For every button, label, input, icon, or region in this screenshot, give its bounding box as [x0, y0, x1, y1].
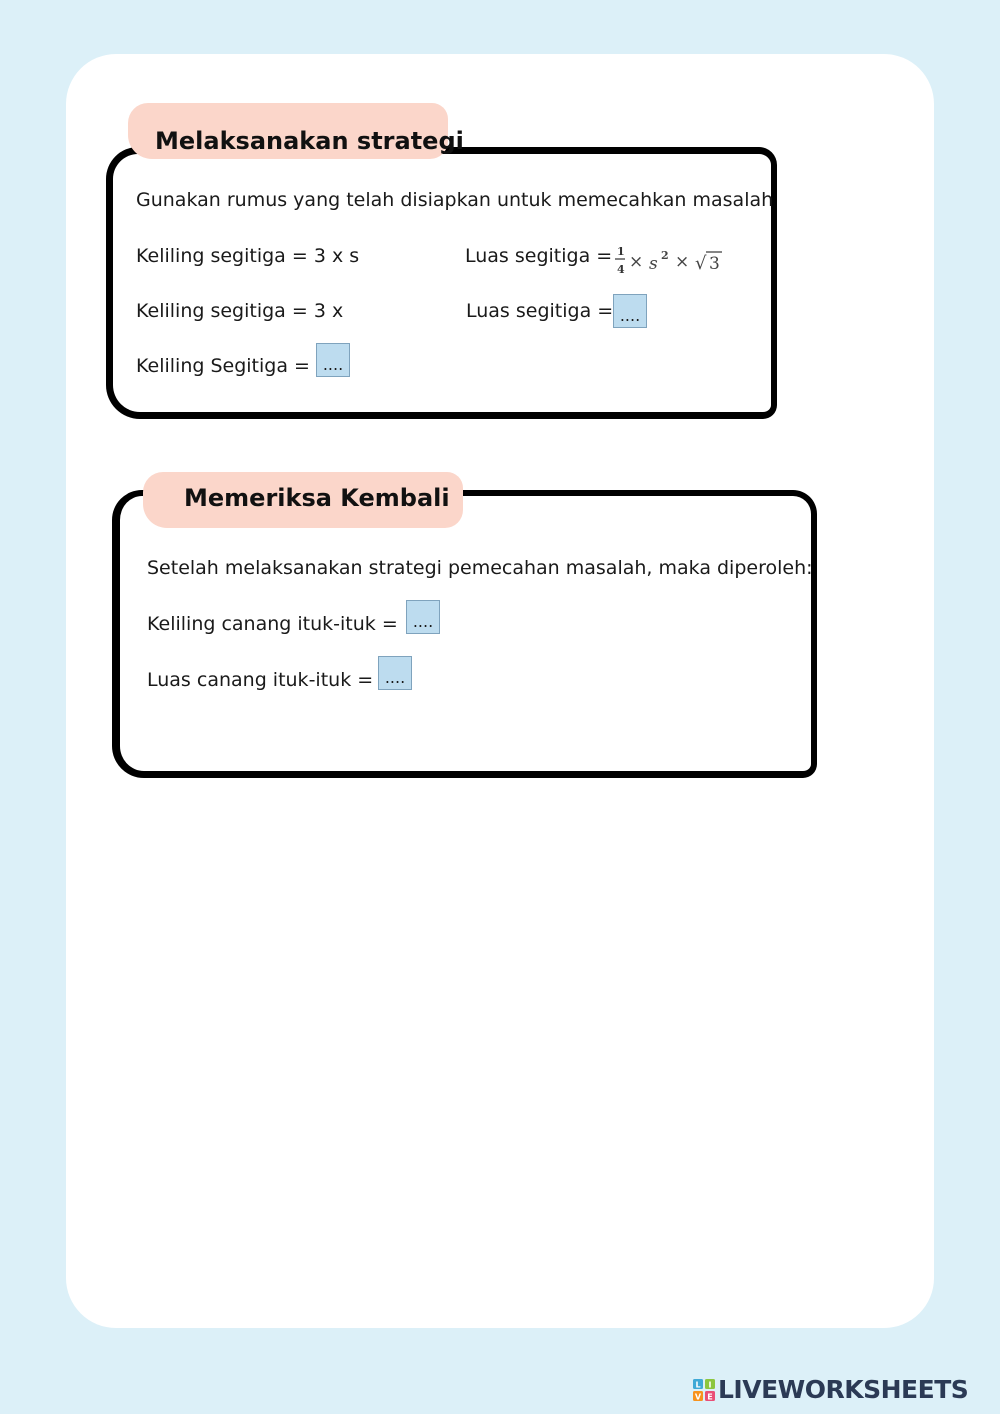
- luas-canang-answer-input[interactable]: ....: [378, 656, 412, 690]
- liveworksheets-logo: [693, 1375, 968, 1405]
- luas-formula-expression: [614, 243, 726, 283]
- luas-step-label: Luas segitiga =: [466, 300, 614, 322]
- section-title-review: Memeriksa Kembali: [143, 472, 463, 528]
- svg-text:L: L: [695, 1380, 701, 1390]
- formula-exponent: 2: [661, 249, 669, 262]
- formula-variable: s: [649, 254, 658, 274]
- luas-formula-label: Luas segitiga =: [465, 245, 613, 267]
- liveworksheets-logo-text: LIVEWORKSHEETS: [718, 1375, 969, 1404]
- formula-radicand: 3: [709, 254, 720, 274]
- strategy-instruction: Gunakan rumus yang telah disiapkan untuk memecahkan masalah: [136, 189, 774, 211]
- formula-times-1: ×: [629, 252, 644, 272]
- svg-text:V: V: [694, 1392, 702, 1401]
- liveworksheets-logo-icon: [693, 1379, 715, 1401]
- formula-fraction-numerator: 1: [617, 245, 625, 258]
- keliling-formula: Keliling segitiga = 3 x s: [136, 245, 360, 267]
- section-title-strategy: Melaksanakan strategi: [128, 103, 448, 159]
- svg-text:I: I: [708, 1380, 712, 1390]
- luas-segitiga-answer-input[interactable]: ....: [613, 294, 647, 328]
- keliling-result-label: Keliling Segitiga =: [136, 355, 310, 377]
- review-intro: Setelah melaksanakan strategi pemecahan masalah, maka diperoleh:: [147, 557, 813, 579]
- formula-sqrt-symbol: √: [695, 253, 707, 274]
- formula-times-2: ×: [675, 252, 690, 272]
- keliling-canang-label: Keliling canang ituk-ituk =: [147, 613, 398, 635]
- keliling-step: Keliling segitiga = 3 x: [136, 300, 344, 322]
- svg-text:E: E: [707, 1392, 713, 1401]
- formula-fraction-denominator: 4: [617, 263, 625, 276]
- luas-canang-label: Luas canang ituk-ituk =: [147, 669, 374, 691]
- keliling-segitiga-answer-input[interactable]: ....: [316, 343, 350, 377]
- keliling-canang-answer-input[interactable]: ....: [406, 600, 440, 634]
